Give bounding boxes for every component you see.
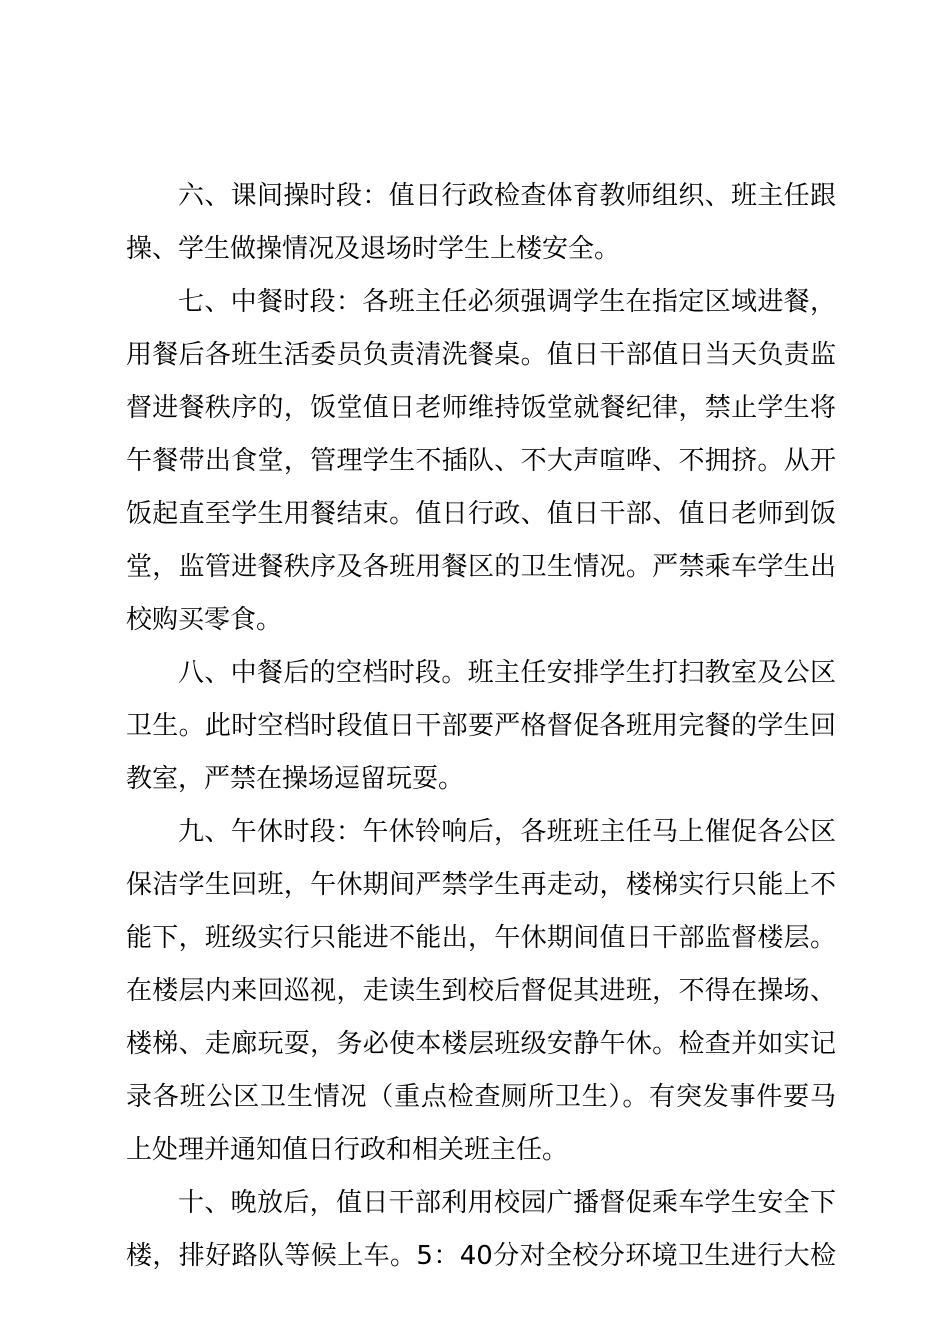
text-line: 午餐带出食堂，管理学生不插队、不大声喧哗、不拥挤。从开 (126, 446, 836, 476)
text-line: 操、学生做操情况及退场时学生上楼安全。 (126, 234, 621, 264)
text-line: 在楼层内来回巡视，走读生到校后督促其进班，不得在操场、 (126, 976, 836, 1006)
text-line: 能下，班级实行只能进不能出，午休期间值日干部监督楼层。 (126, 923, 836, 953)
text-line: 教室，严禁在操场逗留玩耍。 (126, 764, 465, 794)
text-line: 用餐后各班生活委员负责清洗餐桌。值日干部值日当天负责监 (126, 340, 836, 370)
text-line: 九、午休时段：午休铃响后，各班班主任马上催促各公区 (178, 817, 836, 847)
text-line: 饭起直至学生用餐结束。值日行政、值日干部、值日老师到饭 (126, 499, 836, 529)
text-line: 卫生。此时空档时段值日干部要严格督促各班用完餐的学生回 (126, 711, 836, 741)
text-line: 六、课间操时段：值日行政检查体育教师组织、班主任跟 (178, 181, 836, 211)
text-line: 八、中餐后的空档时段。班主任安排学生打扫教室及公区 (178, 658, 836, 688)
paragraph-para-6 (126, 170, 836, 276)
paragraph-para-8 (126, 647, 836, 806)
text-line: 上处理并通知值日行政和相关班主任。 (126, 1135, 569, 1165)
text-line: 堂，监管进餐秩序及各班用餐区的卫生情况。严禁乘车学生出 (126, 552, 836, 582)
paragraph-para-7 (126, 276, 836, 647)
text-line: 楼，排好路队等候上车。5：40分对全校分环境卫生进行大检 (126, 1241, 836, 1271)
text-line: 楼梯、走廊玩耍，务必使本楼层班级安静午休。检查并如实记 (126, 1029, 836, 1059)
paragraph-para-10 (126, 1177, 836, 1283)
document-body (126, 170, 836, 1283)
text-line: 录各班公区卫生情况（重点检查厕所卫生）。有突发事件要马 (126, 1082, 836, 1112)
text-line: 督进餐秩序的，饭堂值日老师维持饭堂就餐纪律，禁止学生将 (126, 393, 836, 423)
text-line: 校购买零食。 (126, 605, 283, 635)
text-line: 十、晚放后，值日干部利用校园广播督促乘车学生安全下 (178, 1188, 836, 1218)
text-line: 保洁学生回班，午休期间严禁学生再走动，楼梯实行只能上不 (126, 870, 836, 900)
text-line: 七、中餐时段：各班主任必须强调学生在指定区域进餐， (178, 287, 836, 317)
paragraph-para-9 (126, 806, 836, 1177)
